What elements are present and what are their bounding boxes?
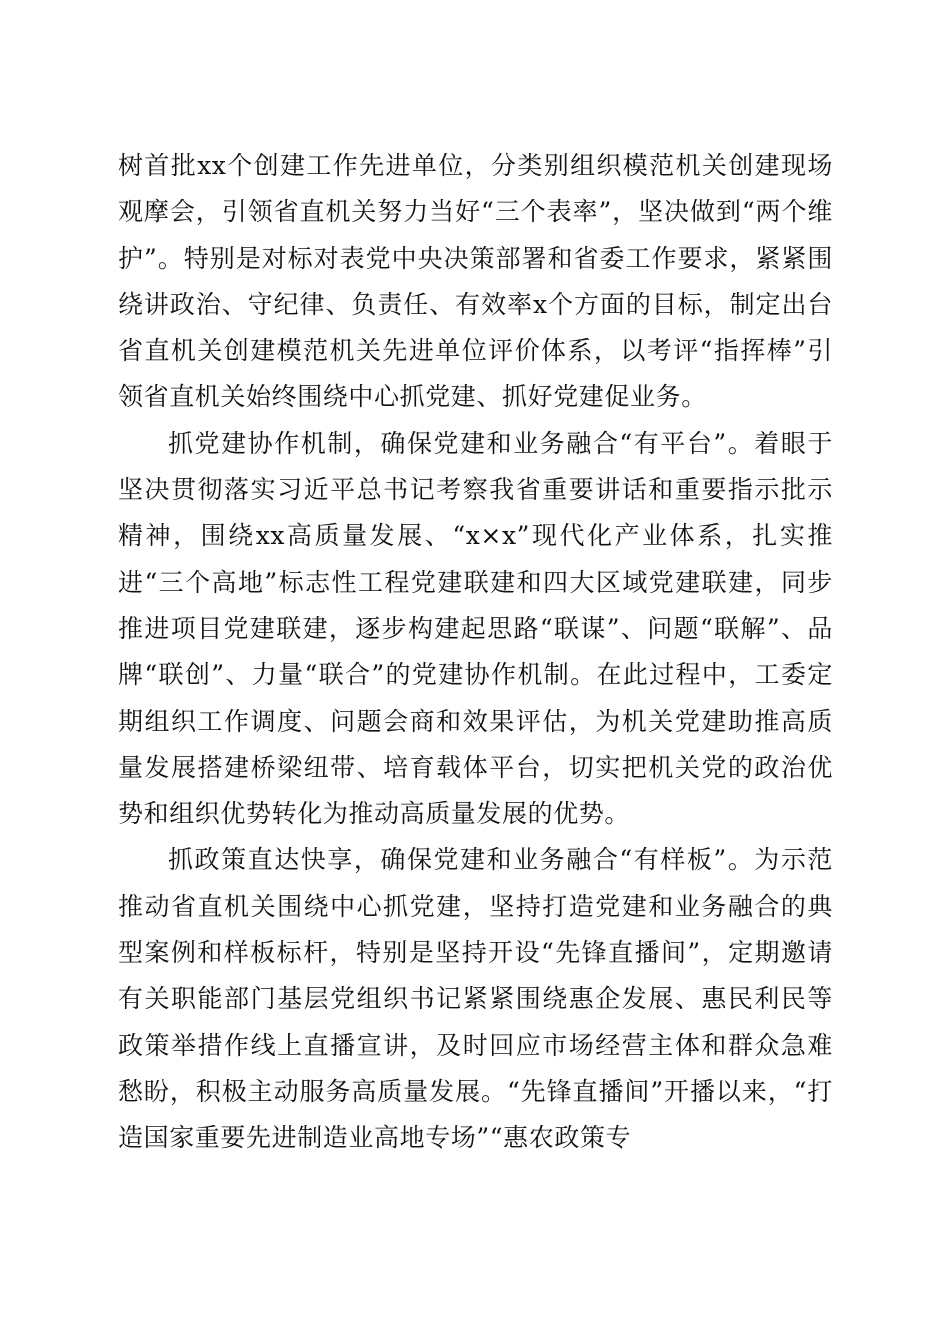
document-body	[118, 143, 833, 1162]
paragraph-2: 抓党建协作机制，确保党建和业务融合“有平台”。着眼于坚决贯彻落实习近平总书记考察我省重要讲话和重要指示批示精神，围绕xx高质量发展、“x×x”现代化产业体系，扎实推进“三个高地”标志性工程党建联建和四大区域党建联建，同步推进项目党建联建，逐步构建起思路“联谋”、问题“联解”、品牌“联创”、力量“联合”的党建协作机制。在此过程中，工委定期组织工作调度、问题会商和效果评估，为机关党建助推高质量发展搭建桥梁纽带、培育载体平台，切实把机关党的政治优势和组织优势转化为推动高质量发展的优势。	[118, 428, 833, 829]
paragraph-3: 抓政策直达快享，确保党建和业务融合“有样板”。为示范推动省直机关围绕中心抓党建，坚持打造党建和业务融合的典型案例和样板标杆，特别是坚持开设“先锋直播间”，定期邀请有关职能部门基层党组织书记紧紧围绕惠企发展、惠民利民等政策举措作线上直播宣讲，及时回应市场经营主体和群众急难愁盼，积极主动服务高质量发展。“先锋直播间”开播以来，“打造国家重要先进制造业高地专场”“惠农政策专	[118, 845, 833, 1153]
paragraph-1: 树首批xx个创建工作先进单位，分类别组织模范机关创建现场观摩会，引领省直机关努力当好“三个表率”，坚决做到“两个维护”。特别是对标对表党中央决策部署和省委工作要求，紧紧围绕讲政治、守纪律、负责任、有效率x个方面的目标，制定出台省直机关创建模范机关先进单位评价体系，以考评“指挥棒”引领省直机关始终围绕中心抓党建、抓好党建促业务。	[118, 151, 833, 412]
